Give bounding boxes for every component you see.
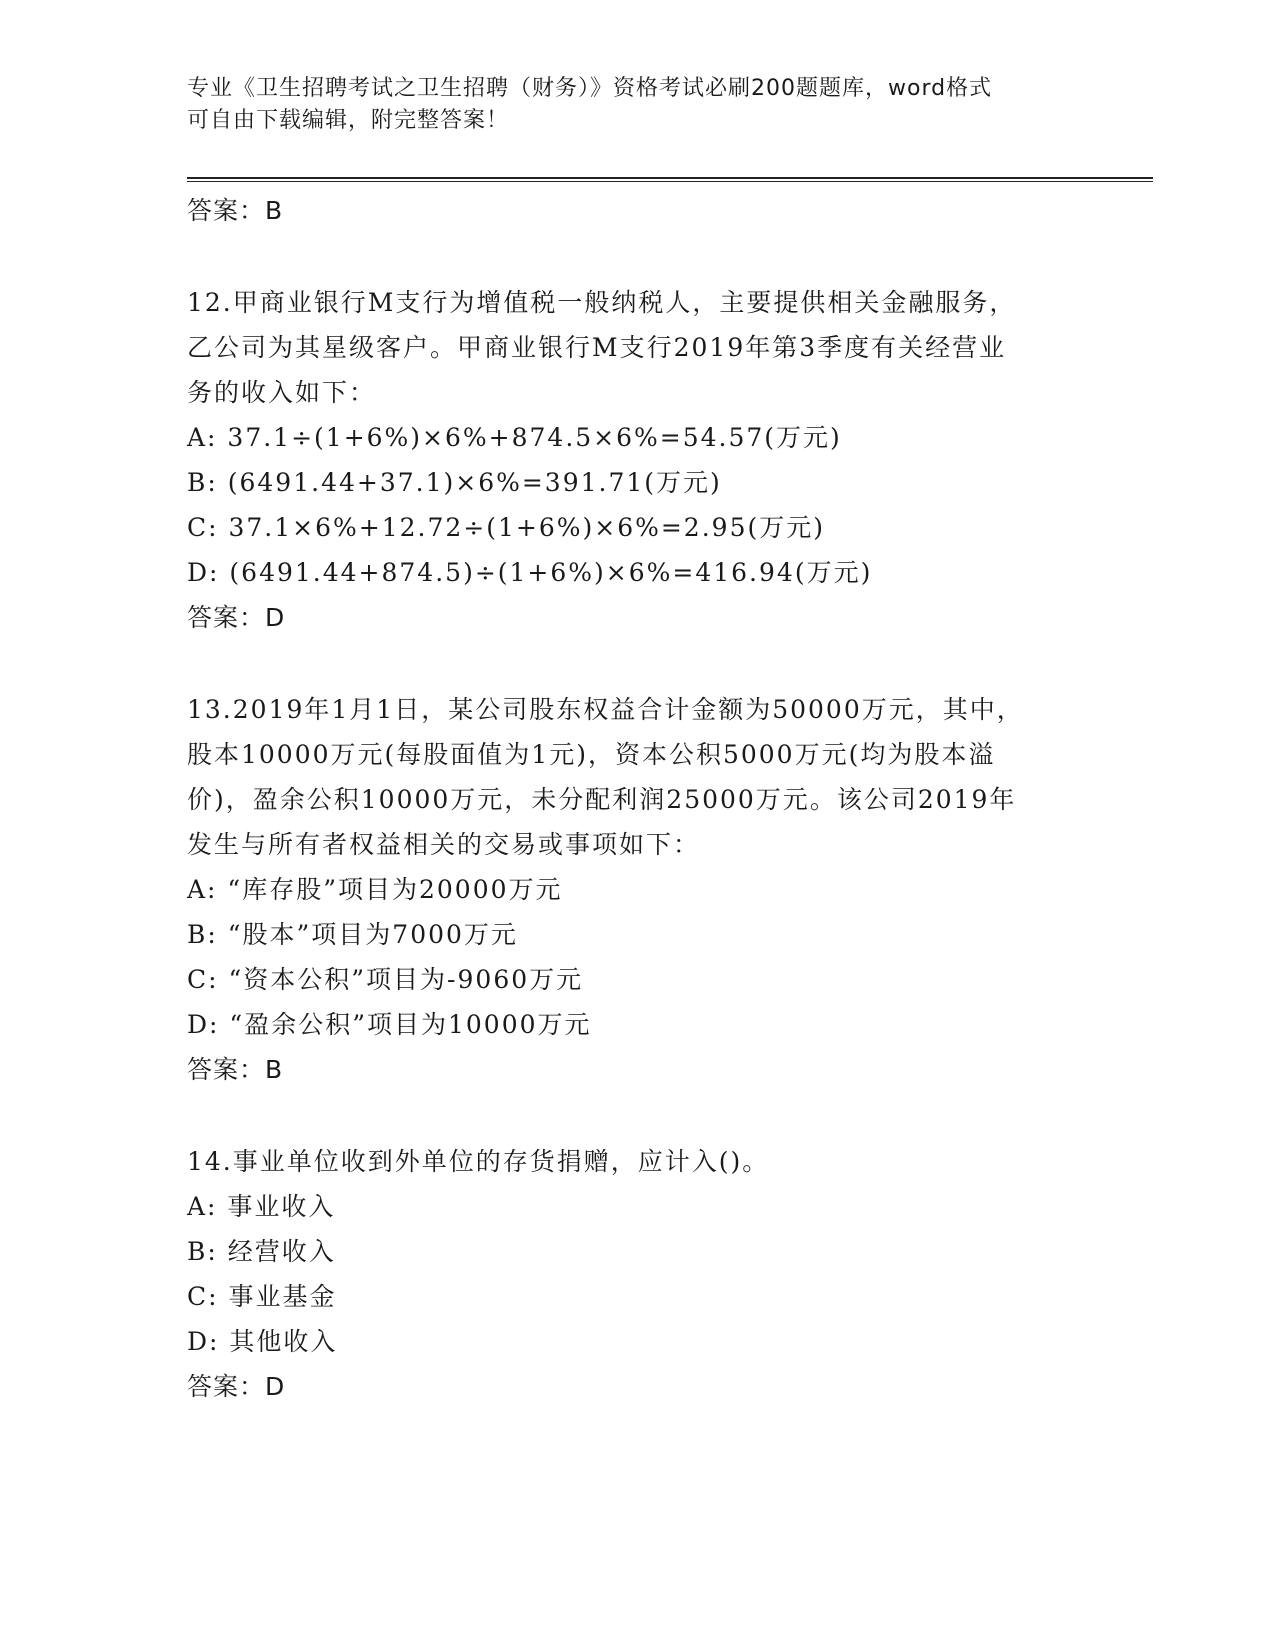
option-c: C: “资本公积”项目为-9060万元 xyxy=(187,965,584,994)
option-a: A: “库存股”项目为20000万元 xyxy=(187,875,563,904)
option-a: A: 事业收入 xyxy=(187,1192,336,1221)
option-b: B: 经营收入 xyxy=(187,1237,336,1266)
question-stem-line: 务的收入如下： xyxy=(187,378,377,407)
question-stem-line: 发生与所有者权益相关的交易或事项如下： xyxy=(187,830,701,859)
previous-answer: 答案：B xyxy=(187,196,284,225)
question-13 xyxy=(187,687,1087,1092)
document-body xyxy=(187,188,1087,1409)
question-stem-line: 价)，盈余公积10000万元，未分配利润25000万元。该公司2019年 xyxy=(187,785,1017,814)
question-14 xyxy=(187,1139,1087,1409)
document-header xyxy=(187,73,1067,137)
question-stem-line: 13.2019年1月1日，某公司股东权益合计金额为50000万元，其中， xyxy=(187,695,1024,724)
header-divider-thin xyxy=(187,181,1153,182)
header-line-1: 专业《卫生招聘考试之卫生招聘（财务）》资格考试必刷200题题库，word格式 xyxy=(187,76,993,101)
option-b: B: “股本”项目为7000万元 xyxy=(187,920,518,949)
question-stem-line: 乙公司为其星级客户。甲商业银行M支行2019年第3季度有关经营业 xyxy=(187,333,1007,362)
option-a: A: 37.1÷(1+6%)×6%+874.5×6%=54.57(万元) xyxy=(187,423,842,452)
option-b: B: (6491.44+37.1)×6%=391.71(万元) xyxy=(187,468,722,497)
question-12 xyxy=(187,280,1087,640)
header-divider-thick xyxy=(187,177,1153,179)
option-c: C: 37.1×6%+12.72÷(1+6%)×6%=2.95(万元) xyxy=(187,513,825,542)
header-line-2: 可自由下载编辑，附完整答案！ xyxy=(187,108,510,133)
question-stem-line: 股本10000万元(每股面值为1元)，资本公积5000万元(均为股本溢 xyxy=(187,740,996,769)
answer: 答案：D xyxy=(187,603,286,632)
option-d: D: (6491.44+874.5)÷(1+6%)×6%=416.94(万元) xyxy=(187,558,873,587)
answer: 答案：D xyxy=(187,1372,286,1401)
option-c: C: 事业基金 xyxy=(187,1282,337,1311)
question-stem-line: 12.甲商业银行M支行为增值税一般纳税人，主要提供相关金融服务， xyxy=(187,288,1017,317)
question-stem-line: 14.事业单位收到外单位的存货捐赠，应计入()。 xyxy=(187,1147,770,1176)
answer: 答案：B xyxy=(187,1055,284,1084)
option-d: D: “盈余公积”项目为10000万元 xyxy=(187,1010,592,1039)
option-d: D: 其他收入 xyxy=(187,1327,338,1356)
